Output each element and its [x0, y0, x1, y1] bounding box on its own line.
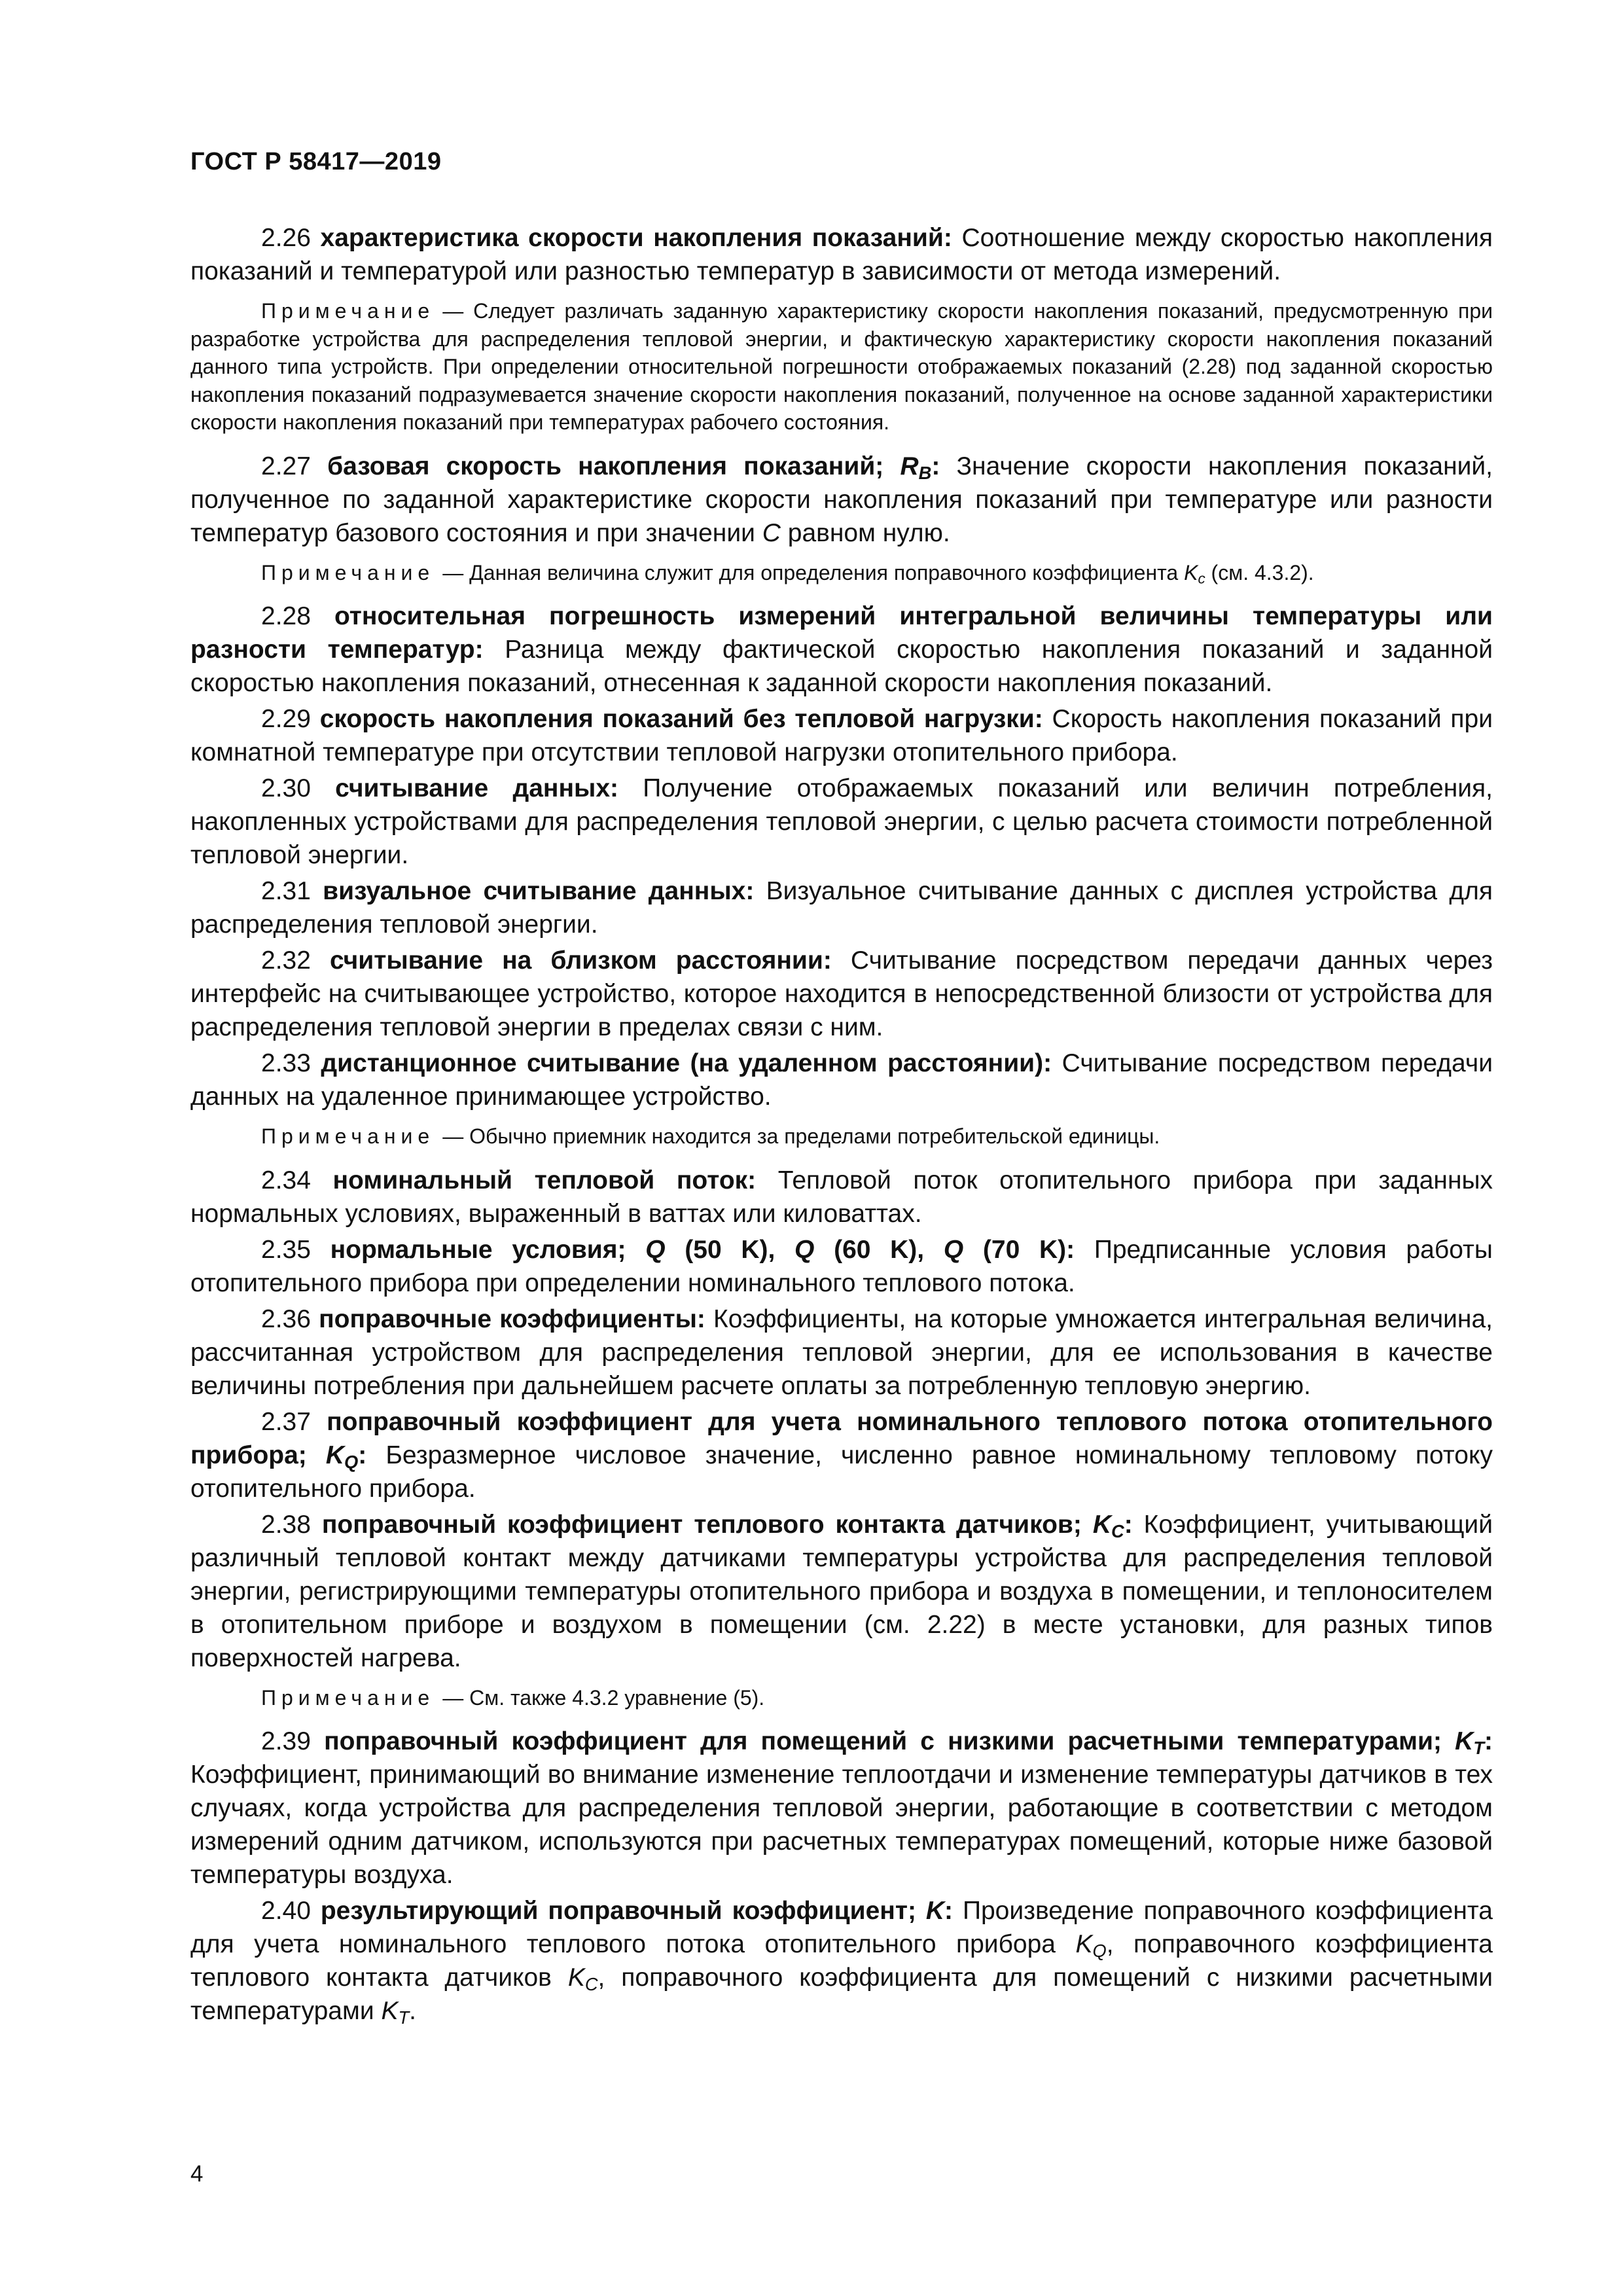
definition-text-cont: равном нулю. — [787, 518, 950, 547]
symbol: $K_T$ — [1455, 1727, 1484, 1758]
definition-2-28 — [190, 600, 1493, 700]
symbol: $R_B$ — [900, 452, 932, 483]
standard-designation: ГОСТ Р 58417—2019 — [190, 148, 442, 175]
definition-number: 2.37 — [261, 1407, 311, 1436]
definition-text: Безразмерное числовое значение, численно равное номинальному тепловому потоку отопительного прибора. — [190, 1441, 1493, 1503]
definition-text: Соотношение между скоростью накопления показаний и температурой или разностью температур в зависимости от метода измерений. — [190, 224, 1493, 285]
note-2-27 — [190, 559, 1493, 587]
definition-2-38: 2.38 поправочный коэффициент теплового контакта датчиков; $K_C$: Коэффициент, учитывающий различный тепловой контакт между датчиками температуры устройства для распределения тепловой энергии, регистрирующими температуры отопительного прибора и воздуха в помещении, и теплоносителем в отопительном приборе и воздухом в помещении (см. 2.22) в месте установки, для разных типов поверхностей нагрева. — [190, 1510, 1493, 1672]
definition-2-36 — [190, 1302, 1493, 1403]
definition-text: Разница между фактической скоростью накопления показаний и заданной скоростью накопления показаний, отнесенная к заданной скорости накопления показаний. — [190, 636, 1493, 697]
variable: C — [762, 518, 781, 547]
symbol-kq: $K_Q$ — [1075, 1930, 1107, 1961]
definition-term: скорость накопления показаний без тепловой нагрузки: — [319, 705, 1043, 733]
note-2-38 — [190, 1684, 1493, 1712]
definition-2-35: 2.35 нормальные условия; Q (50 K), Q (60 K), Q (70 K): Предписанные условия работы отопительного прибора при определении номинального теплового потока. — [190, 1235, 1493, 1297]
definition-2-30 — [190, 772, 1493, 872]
definition-text: Считывание посредством передачи данных через интерфейс на считывающее устройство, которое находится в непосредственной близости от устройства для распределения тепловой энергии в пределах связи с ним. — [190, 946, 1493, 1041]
definition-term: поправочные коэффициенты: — [319, 1304, 705, 1333]
definition-number: 2.39 — [261, 1727, 311, 1755]
note-label: Примечание — [261, 560, 435, 584]
definition-number: 2.36 — [261, 1304, 311, 1333]
definition-text: Считывание посредством передачи данных на удаленное принимающее устройство. — [190, 1049, 1493, 1111]
definition-text: Визуальное считывание данных с дисплея устройства для распределения тепловой энергии. — [190, 877, 1493, 939]
note-text: — Обычно приемник находится за пределами потребительской единицы. — [442, 1124, 1160, 1148]
definition-number: 2.31 — [261, 877, 311, 905]
definition-number: 2.38 — [261, 1510, 311, 1539]
definition-number: 2.34 — [261, 1166, 311, 1194]
symbol-kc: $K_C$ — [567, 1964, 598, 1994]
definition-2-34 — [190, 1164, 1493, 1230]
note-text: — Следует различать заданную характеристику скорости накопления показаний, предусмотренную при разработке устройства для распределения тепловой энергии, и фактическую характеристику скорости накопления показаний данного типа устройств. При определении относительной погрешности отображаемых показаний (2.28) под заданной скоростью накопления показаний подразумевается значение скорости накопления показаний, полученное на основе заданной характеристики скорости накопления показаний при температурах рабочего состояния. — [190, 299, 1493, 434]
definition-term: поправочный коэффициент для учета номинального теплового потока отопительного прибора; — [190, 1407, 1493, 1469]
definition-term: считывание данных: — [335, 774, 619, 802]
definition-2-37: 2.37 поправочный коэффициент для учета номинального теплового потока отопительного прибора; $K_Q$: Безразмерное числовое значение, численно равное номинальному тепловому потоку отопительного прибора. — [190, 1407, 1493, 1503]
symbol: $K_Q$ — [325, 1441, 359, 1472]
symbol: $K_c$ — [1184, 560, 1205, 587]
definition-text: Коэффициент, принимающий во внимание изменение теплоотдачи и изменение температуры датчиков в тех случаях, когда устройства для распределения тепловой энергии, работающие в соответствии с методом измерений одним датчиком, используются при расчетных температурах помещений, которые ниже базовой температуры воздуха. — [190, 1761, 1493, 1889]
definition-number: 2.27 — [261, 452, 311, 480]
definition-term: базовая скорость накопления показаний; — [327, 452, 884, 480]
definition-text: Тепловой поток отопительного прибора при заданных нормальных условиях, выраженный в ваттах или киловаттах. — [190, 1166, 1493, 1228]
definition-number: 2.30 — [261, 774, 311, 802]
definition-text: Коэффициенты, на которые умножается интегральная величина, рассчитанная устройством для распределения тепловой энергии, для ее использования в качестве величины потребления при дальнейшем расчете оплаты за потребленную тепловую энергию. — [190, 1304, 1493, 1400]
note-label: Примечание — [261, 1685, 435, 1710]
note-label: Примечание — [261, 299, 435, 323]
note-2-26 — [190, 297, 1493, 437]
note-text-cont: (см. 4.3.2). — [1211, 560, 1314, 584]
definition-text: Скорость накопления показаний при комнатной температуре при отсутствии тепловой нагрузки отопительного прибора. — [190, 705, 1493, 766]
symbol: $K_C$ — [1092, 1510, 1124, 1541]
definition-text: Значение скорости накопления показаний, полученное по заданной характеристике скорости накопления показаний при температуре или разности температур базового состояния и при значении — [190, 452, 1493, 547]
definition-term: дистанционное считывание (на удаленном расстоянии): — [321, 1049, 1052, 1077]
definition-text: Произведение поправочного коэффициента для учета номинального теплового потока отопительного прибора — [190, 1897, 1493, 1958]
definition-2-40: 2.40 результирующий поправочный коэффициент; K: Произведение поправочного коэффициента для учета номинального теплового потока отопительного прибора $K_Q$, поправочного коэффициента теплового контакта датчиков $K_C$, поправочного коэффициента для помещений с низкими расчетными температурами $K_T$. — [190, 1897, 1493, 2028]
definition-term: визуальное считывание данных: — [323, 877, 755, 905]
definition-number: 2.40 — [261, 1897, 311, 1925]
definition-number: 2.32 — [261, 946, 311, 975]
symbol: K — [925, 1897, 945, 1925]
definition-term: поправочный коэффициент для помещений с низкими расчетными температурами; — [324, 1727, 1442, 1755]
definition-term: нормальные условия; — [330, 1235, 626, 1264]
definition-2-29 — [190, 702, 1493, 769]
note-text: — См. также 4.3.2 уравнение (5). — [442, 1685, 765, 1710]
definition-term: результирующий поправочный коэффициент; — [320, 1897, 916, 1925]
definition-number: 2.33 — [261, 1049, 311, 1077]
definition-2-32 — [190, 944, 1493, 1044]
definition-2-31 — [190, 874, 1493, 941]
definition-term: относительная погрешность измерений интегральной величины температуры или разности температур: — [190, 602, 1493, 664]
definition-term: поправочный коэффициент теплового контакта датчиков; — [321, 1510, 1082, 1539]
definition-text: Коэффициент, учитывающий различный тепловой контакт между датчиками температуры устройства для распределения тепловой энергии, регистрирующими температуры отопительного прибора и воздуха в помещении, и теплоносителем в отопительном приборе и воздухом в помещении (см. 2.22) в месте установки, для разных типов поверхностей нагрева. — [190, 1510, 1493, 1672]
definition-term: номинальный тепловой поток: — [332, 1166, 757, 1194]
definition-text: Предписанные условия работы отопительного прибора при определении номинального теплового потока. — [190, 1235, 1493, 1297]
definition-term: считывание на близком расстоянии: — [329, 946, 832, 975]
note-2-33 — [190, 1122, 1493, 1151]
definition-number: 2.28 — [261, 602, 311, 630]
definition-2-27: 2.27 базовая скорость накопления показаний; $R_B$: Значение скорости накопления показаний, полученное по заданной характеристике скорости накопления показаний при температуре или разности температур базового состояния и при значении C равном нулю. — [190, 452, 1493, 547]
definitions-body — [190, 221, 1493, 2030]
page-number: 4 — [190, 2161, 204, 2187]
symbol-kt: $K_T$ — [381, 1997, 410, 2028]
note-text: — Данная величина служит для определения поправочного коэффициента — [442, 560, 1179, 584]
definition-2-33 — [190, 1047, 1493, 1113]
definition-2-39: 2.39 поправочный коэффициент для помещений с низкими расчетными температурами; $K_T$: Коэффициент, принимающий во внимание изменение теплоотдачи и изменение температуры датчиков в тех случаях, когда устройства для распределения тепловой энергии, работающие в соответствии с методом измерений одним датчиком, используются при расчетных температурах помещений, которые ниже базовой температуры воздуха. — [190, 1727, 1493, 1889]
definition-number: 2.26 — [261, 224, 311, 252]
note-label: Примечание — [261, 1124, 435, 1148]
definition-2-26 — [190, 221, 1493, 288]
definition-term: характеристика скорости накопления показаний: — [320, 224, 952, 252]
definition-text: Получение отображаемых показаний или величин потребления, накопленных устройствами для распределения тепловой энергии, с целью расчета стоимости потребленной тепловой энергии. — [190, 774, 1493, 869]
definition-number: 2.29 — [261, 705, 311, 733]
definition-number: 2.35 — [261, 1235, 311, 1264]
